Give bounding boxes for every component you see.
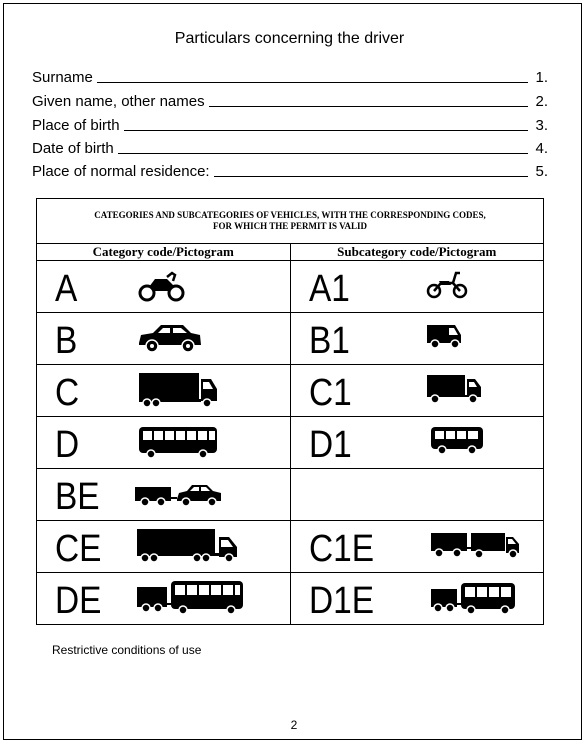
table-row (37, 469, 544, 521)
category-code: CE (55, 528, 102, 570)
subcategory-code: D1 (308, 424, 352, 466)
articulated-truck-icon (135, 525, 241, 567)
category-code: A (55, 268, 78, 310)
table-row (37, 573, 544, 625)
table-header-line2: FOR WHICH THE PERMIT IS VALID (213, 221, 367, 231)
field-line[interactable] (118, 140, 528, 154)
given-name-field[interactable] (32, 90, 548, 110)
category-cell (37, 313, 291, 365)
field-label: Given name, other names (32, 93, 205, 110)
vehicle-categories-table (36, 198, 544, 625)
small-truck-with-trailer-icon (429, 525, 523, 565)
date-of-birth-field[interactable] (32, 137, 548, 157)
category-code: B (55, 320, 78, 362)
subcategory-code: C1E (308, 528, 374, 570)
residence-field[interactable] (32, 160, 548, 180)
category-code: C (55, 372, 80, 414)
truck-icon (137, 369, 221, 411)
subcategory-code: B1 (308, 320, 350, 362)
table-row (37, 521, 544, 573)
field-line[interactable] (124, 117, 528, 131)
field-line[interactable] (209, 93, 528, 107)
page-number: 2 (290, 718, 298, 732)
bus-with-trailer-icon (135, 577, 247, 619)
field-label: Place of birth (32, 117, 120, 134)
minibus-with-trailer-icon (429, 577, 519, 619)
small-truck-icon (425, 369, 485, 407)
table-header-line1: CATEGORIES AND SUBCATEGORIES OF VEHICLES, WITH THE CORRESPONDING CODES, (94, 210, 486, 220)
surname-field[interactable] (32, 66, 548, 86)
light-motorcycle-icon (425, 265, 469, 301)
subcategory-cell (290, 417, 544, 469)
category-cell (37, 365, 291, 417)
column-header-subcategory: Subcategory code/Pictogram (290, 244, 544, 261)
field-number: 3. (535, 117, 548, 134)
subcategory-cell (290, 573, 544, 625)
category-cell (37, 573, 291, 625)
small-van-icon (425, 317, 465, 353)
subcategory-cell (290, 313, 544, 365)
field-number: 5. (535, 163, 548, 180)
table-row (37, 365, 544, 417)
category-cell (37, 469, 291, 521)
category-code: DE (55, 580, 102, 622)
category-cell (37, 521, 291, 573)
category-code: D (55, 424, 80, 466)
table-row (37, 313, 544, 365)
bus-icon (137, 421, 221, 463)
field-number: 4. (535, 140, 548, 157)
motorcycle-icon (137, 265, 187, 305)
table-row (37, 261, 544, 313)
subcategory-code: C1 (308, 372, 352, 414)
car-icon (137, 317, 203, 357)
category-cell (37, 417, 291, 469)
subcategory-code: A1 (308, 268, 350, 310)
field-label: Date of birth (32, 140, 114, 157)
field-line[interactable] (97, 69, 528, 83)
field-label: Surname (32, 69, 93, 86)
category-code: BE (55, 476, 100, 518)
subcategory-cell (290, 469, 544, 521)
subcategory-code: D1E (308, 580, 374, 622)
field-number: 2. (535, 93, 548, 110)
field-number: 1. (535, 69, 548, 86)
restrictive-conditions-label: Restrictive conditions of use (52, 643, 202, 657)
table-row (37, 417, 544, 469)
minibus-icon (429, 421, 487, 459)
subcategory-cell (290, 521, 544, 573)
field-line[interactable] (214, 163, 528, 177)
place-of-birth-field[interactable] (32, 114, 548, 134)
category-cell (37, 261, 291, 313)
column-header-category: Category code/Pictogram (37, 244, 291, 261)
subcategory-cell (290, 261, 544, 313)
subcategory-cell (290, 365, 544, 417)
page-title: Particulars concerning the driver (174, 30, 405, 47)
car-with-trailer-icon (133, 473, 225, 513)
table-header (37, 199, 544, 244)
field-label: Place of normal residence: (32, 163, 210, 180)
